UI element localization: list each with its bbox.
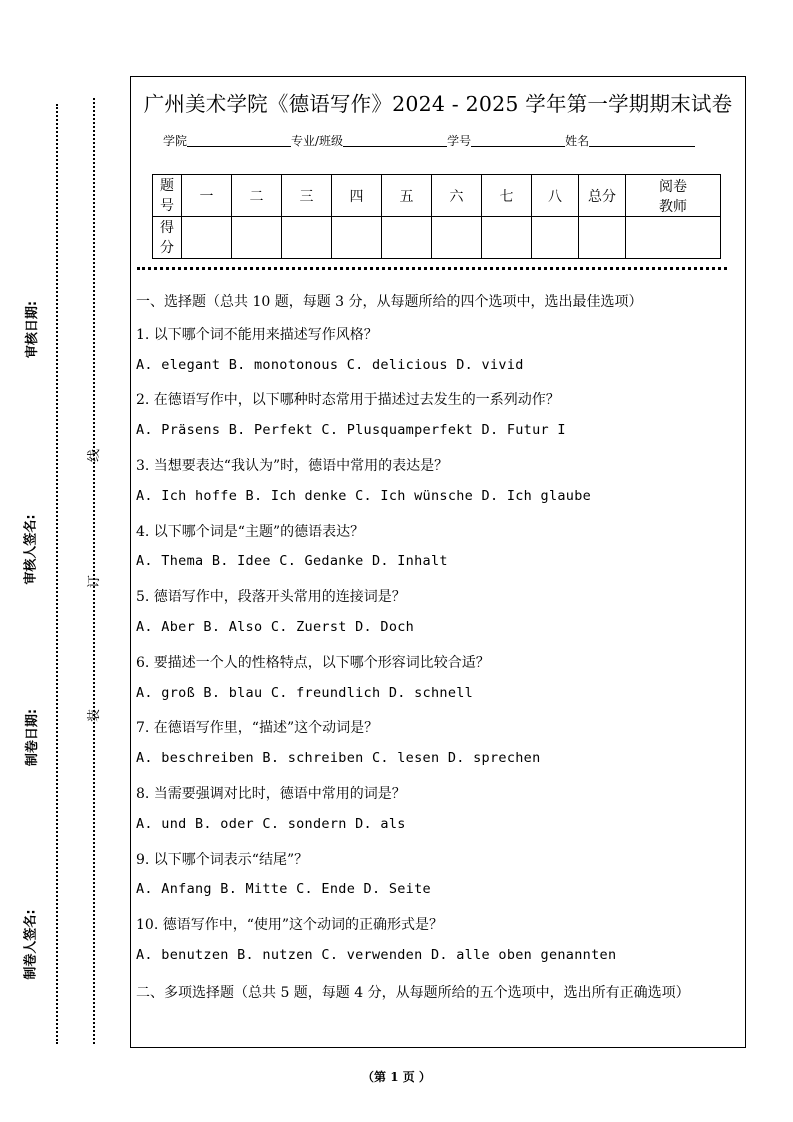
score-cell-total[interactable]	[579, 217, 626, 259]
col-header-3: 三	[282, 175, 332, 217]
row-head-question-no: 题 号	[153, 175, 182, 217]
reviewer-signature-label: 审核人签名:	[23, 514, 39, 585]
answer-options: A. Thema B. Idee C. Gedanke D. Inhalt	[136, 553, 448, 570]
col-header-8: 八	[532, 175, 579, 217]
exam-frame	[130, 76, 746, 1048]
score-table	[152, 174, 721, 259]
question-text: 3. 当想要表达“我认为”时，德语中常用的表达是？	[136, 457, 449, 474]
exam-content	[136, 291, 736, 1004]
answer-options: A. Präsens B. Perfekt C. Plusquamperfekt D. Futur I	[136, 422, 566, 439]
header-separator	[137, 267, 727, 270]
student-info-row	[163, 132, 695, 149]
score-cell-1[interactable]	[182, 217, 232, 259]
paper-date-label: 制卷日期:	[25, 708, 41, 767]
col-header-2: 二	[232, 175, 282, 217]
score-cell-8[interactable]	[532, 217, 579, 259]
college-label: 学院	[163, 134, 188, 148]
score-cell-5[interactable]	[382, 217, 432, 259]
page-number: （第 1 页 ）	[362, 1070, 431, 1084]
major-class-label: 专业/班级	[291, 134, 344, 148]
section1-heading: 一、选择题（总共 10 题，每题 3 分，从每题所给的四个选项中，选出最佳选项）	[136, 294, 643, 310]
col-header-4: 四	[332, 175, 382, 217]
col-header-7: 七	[482, 175, 532, 217]
score-cell-7[interactable]	[482, 217, 532, 259]
major-class-field[interactable]	[343, 134, 447, 147]
exam-title: 广州美术学院《德语写作》2024 - 2025 学年第一学期期末试卷	[143, 92, 733, 116]
answer-options: A. Aber B. Also C. Zuerst D. Doch	[136, 618, 415, 635]
col-header-5: 五	[382, 175, 432, 217]
binding-mark-bind: 订	[87, 574, 103, 589]
score-cell-reviewer[interactable]	[626, 217, 721, 259]
binding-dotted-line-inner	[93, 98, 95, 1044]
col-header-1: 一	[182, 175, 232, 217]
question-text: 6. 要描述一个人的性格特点，以下哪个形容词比较合适？	[136, 654, 490, 671]
question-text: 4. 以下哪个词是“主题”的德语表达？	[136, 523, 365, 540]
question-text: 1. 以下哪个词不能用来描述写作风格？	[136, 326, 378, 343]
row-head-score: 得 分	[153, 217, 182, 259]
paper-author-signature-label: 制卷人签名:	[23, 909, 39, 980]
student-id-label: 学号	[447, 134, 472, 148]
binding-margin	[0, 0, 128, 1122]
college-field[interactable]	[187, 134, 291, 147]
score-cell-2[interactable]	[232, 217, 282, 259]
binding-mark-line: 线	[87, 448, 103, 463]
answer-options: A. beschreiben B. schreiben C. lesen D. sprechen	[136, 750, 541, 767]
answer-options: A. benutzen B. nutzen C. verwenden D. alle oben genannten	[136, 946, 617, 963]
answer-options: A. elegant B. monotonous C. delicious D. vivid	[136, 356, 524, 373]
score-table-score-row	[153, 217, 721, 259]
col-header-reviewer: 阅卷 教师	[626, 175, 721, 217]
score-table-header-row	[153, 175, 721, 217]
student-id-field[interactable]	[471, 134, 565, 147]
question-text: 5. 德语写作中，段落开头常用的连接词是？	[136, 589, 406, 606]
col-header-6: 六	[432, 175, 482, 217]
question-text: 8. 当需要强调对比时，德语中常用的词是？	[136, 785, 406, 802]
score-cell-6[interactable]	[432, 217, 482, 259]
question-text: 10. 德语写作中，“使用”这个动词的正确形式是？	[136, 917, 444, 934]
section2-heading: 二、多项选择题（总共 5 题，每题 4 分，从每题所给的五个选项中，选出所有正确选项）	[136, 984, 690, 1001]
question-text: 2. 在德语写作中，以下哪种时态常用于描述过去发生的一系列动作？	[136, 392, 560, 409]
score-cell-3[interactable]	[282, 217, 332, 259]
answer-options: A. groß B. blau C. freundlich D. schnell	[136, 684, 474, 701]
binding-dotted-line-outer	[56, 104, 58, 1044]
name-label: 姓名	[565, 134, 590, 148]
name-field[interactable]	[589, 134, 695, 147]
question-text: 7. 在德语写作里，“描述”这个动词是？	[136, 720, 379, 737]
question-text: 9. 以下哪个词表示“结尾”？	[136, 851, 309, 868]
answer-options: A. Anfang B. Mitte C. Ende D. Seite	[136, 881, 431, 898]
score-cell-4[interactable]	[332, 217, 382, 259]
col-header-total: 总分	[579, 175, 626, 217]
binding-mark-staple: 装	[87, 708, 103, 723]
answer-options: A. Ich hoffe B. Ich denke C. Ich wünsche D. Ich glaube	[136, 487, 592, 504]
review-date-label: 审核日期:	[25, 300, 41, 359]
answer-options: A. und B. oder C. sondern D. als	[136, 815, 406, 832]
